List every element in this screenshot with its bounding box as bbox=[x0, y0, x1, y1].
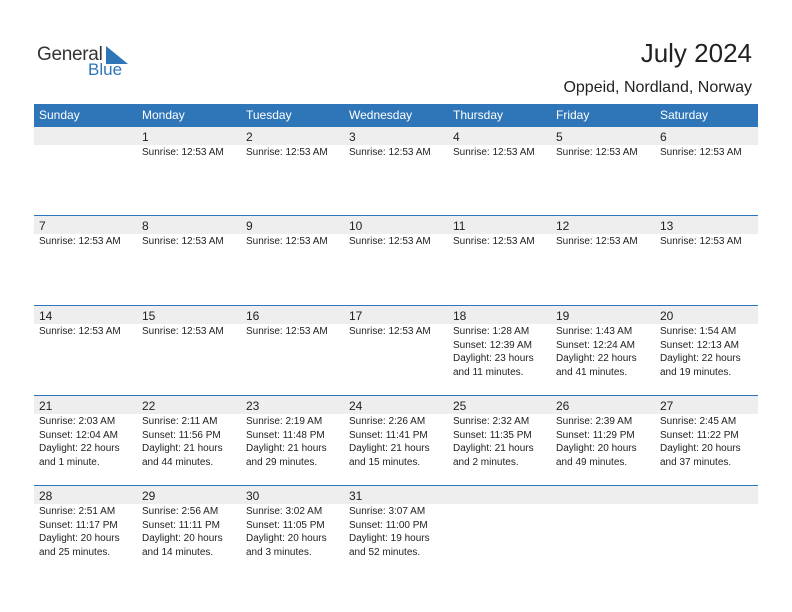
day-cell bbox=[551, 396, 654, 484]
day-detail-line: Sunset: 11:29 PM bbox=[556, 429, 635, 441]
day-number: 8 bbox=[142, 219, 149, 233]
day-number: 10 bbox=[349, 219, 363, 233]
day-detail-line: Daylight: 20 hours bbox=[556, 443, 637, 454]
day-cell bbox=[551, 216, 654, 304]
day-cell bbox=[448, 306, 551, 394]
day-detail-line: Daylight: 21 hours bbox=[246, 443, 327, 454]
day-number: 16 bbox=[246, 309, 260, 323]
day-number: 28 bbox=[39, 489, 53, 503]
day-detail-line: Sunset: 12:39 AM bbox=[453, 339, 532, 351]
day-cell bbox=[137, 216, 240, 304]
day-detail-line: Sunrise: 12:53 AM bbox=[246, 326, 328, 337]
day-cell bbox=[34, 306, 137, 394]
day-detail-line: Sunset: 11:17 PM bbox=[39, 519, 118, 531]
day-detail-line: Sunrise: 12:53 AM bbox=[39, 236, 121, 247]
weekday-header bbox=[34, 104, 758, 126]
day-number bbox=[660, 486, 758, 505]
day-detail-line: Sunset: 11:22 PM bbox=[660, 429, 739, 441]
day-number: 3 bbox=[349, 130, 356, 144]
day-detail-line: Sunrise: 3:07 AM bbox=[349, 506, 426, 517]
day-number: 19 bbox=[556, 309, 570, 323]
day-detail-line: Sunrise: 2:11 AM bbox=[142, 416, 218, 427]
day-detail-line: Sunrise: 2:32 AM bbox=[453, 416, 530, 427]
day-detail-line: and 19 minutes. bbox=[660, 366, 732, 378]
day-detail-line: Sunset: 11:00 PM bbox=[349, 519, 428, 531]
day-detail-line: Sunrise: 12:53 AM bbox=[556, 147, 638, 158]
day-detail-line: Daylight: 21 hours bbox=[349, 443, 430, 454]
day-detail-line: Sunrise: 12:53 AM bbox=[453, 236, 535, 247]
day-cell bbox=[34, 216, 137, 304]
day-number: 26 bbox=[556, 399, 570, 413]
day-detail-line: Sunset: 11:35 PM bbox=[453, 429, 532, 441]
day-cell bbox=[344, 216, 447, 304]
day-cell bbox=[551, 127, 654, 215]
day-number: 11 bbox=[453, 219, 466, 233]
day-detail-line: Sunrise: 12:53 AM bbox=[39, 326, 121, 337]
day-detail-line: Sunrise: 2:19 AM bbox=[246, 416, 323, 427]
day-cell bbox=[448, 216, 551, 304]
day-number: 4 bbox=[453, 130, 460, 144]
day-detail-line: Sunrise: 12:53 AM bbox=[246, 147, 328, 158]
day-detail-line: Sunrise: 12:53 AM bbox=[660, 236, 742, 247]
day-detail-line: Sunrise: 2:03 AM bbox=[39, 416, 116, 427]
day-detail-line: Daylight: 20 hours bbox=[142, 533, 223, 544]
day-detail-line: Daylight: 23 hours bbox=[453, 353, 534, 364]
week-row bbox=[34, 215, 758, 306]
day-detail-line: Daylight: 20 hours bbox=[660, 443, 741, 454]
empty-day-cell bbox=[655, 486, 758, 574]
day-detail-line: Sunrise: 12:53 AM bbox=[349, 326, 431, 337]
day-detail-line: and 11 minutes. bbox=[453, 366, 524, 378]
day-detail-line: Sunrise: 2:45 AM bbox=[660, 416, 737, 427]
day-number: 9 bbox=[246, 219, 253, 233]
day-cell bbox=[34, 396, 137, 484]
week-row bbox=[34, 305, 758, 396]
day-cell bbox=[137, 127, 240, 215]
day-detail-line: and 52 minutes. bbox=[349, 546, 421, 558]
day-detail-line: Sunrise: 2:39 AM bbox=[556, 416, 633, 427]
day-detail-line: Sunrise: 12:53 AM bbox=[142, 236, 224, 247]
day-number: 13 bbox=[660, 219, 674, 233]
weekday-monday: Monday bbox=[142, 108, 185, 122]
day-number: 15 bbox=[142, 309, 156, 323]
week-row bbox=[34, 126, 758, 217]
day-number: 30 bbox=[246, 489, 260, 503]
day-detail-line: Sunrise: 3:02 AM bbox=[246, 506, 323, 517]
day-detail-line: and 41 minutes. bbox=[556, 366, 628, 378]
day-cell bbox=[344, 486, 447, 574]
day-number: 18 bbox=[453, 309, 467, 323]
day-cell bbox=[344, 306, 447, 394]
day-detail-line: and 29 minutes. bbox=[246, 456, 318, 468]
day-detail-line: Sunset: 12:24 AM bbox=[556, 339, 635, 351]
day-cell bbox=[655, 127, 758, 215]
day-number: 29 bbox=[142, 489, 156, 503]
day-number: 7 bbox=[39, 219, 46, 233]
day-cell bbox=[344, 127, 447, 215]
day-cell bbox=[241, 306, 344, 394]
weekday-friday: Friday bbox=[556, 108, 590, 122]
day-number: 5 bbox=[556, 130, 563, 144]
day-number: 20 bbox=[660, 309, 674, 323]
logo-text-blue: Blue bbox=[88, 60, 123, 79]
day-cell bbox=[655, 306, 758, 394]
day-detail-line: Daylight: 22 hours bbox=[556, 353, 637, 364]
day-detail-line: Daylight: 21 hours bbox=[453, 443, 534, 454]
day-cell bbox=[241, 216, 344, 304]
day-number: 25 bbox=[453, 399, 467, 413]
day-detail-line: Sunrise: 2:26 AM bbox=[349, 416, 426, 427]
day-detail-line: Sunrise: 12:53 AM bbox=[142, 326, 224, 337]
day-number bbox=[556, 486, 654, 505]
day-detail-line: Sunset: 11:48 PM bbox=[246, 429, 325, 441]
empty-day-cell bbox=[551, 486, 654, 574]
day-cell bbox=[655, 216, 758, 304]
day-number: 1 bbox=[142, 130, 149, 144]
weekday-saturday: Saturday bbox=[660, 108, 709, 122]
day-cell bbox=[448, 127, 551, 215]
day-detail-line: Sunrise: 12:53 AM bbox=[142, 147, 224, 158]
day-number: 22 bbox=[142, 399, 156, 413]
day-detail-line: Daylight: 20 hours bbox=[246, 533, 327, 544]
day-detail-line: Sunset: 11:41 PM bbox=[349, 429, 428, 441]
day-number: 27 bbox=[660, 399, 674, 413]
day-number bbox=[39, 127, 137, 146]
day-detail-line: and 37 minutes. bbox=[660, 456, 732, 468]
day-detail-line: Sunrise: 1:43 AM bbox=[556, 326, 633, 337]
day-number: 31 bbox=[349, 489, 363, 503]
day-detail-line: and 49 minutes. bbox=[556, 456, 628, 468]
page-title: July 2024 bbox=[640, 38, 752, 68]
day-detail-line: Daylight: 20 hours bbox=[39, 533, 120, 544]
day-detail-line: and 25 minutes. bbox=[39, 546, 111, 558]
day-number bbox=[453, 486, 551, 505]
weekday-sunday: Sunday bbox=[39, 108, 80, 122]
day-cell bbox=[551, 306, 654, 394]
day-cell bbox=[241, 396, 344, 484]
weekday-thursday: Thursday bbox=[453, 108, 504, 122]
weekday-tuesday: Tuesday bbox=[246, 108, 292, 122]
day-detail-line: Sunrise: 12:53 AM bbox=[453, 147, 535, 158]
day-detail-line: Sunrise: 2:51 AM bbox=[39, 506, 116, 517]
day-detail-line: Sunset: 12:04 AM bbox=[39, 429, 118, 441]
day-detail-line: Sunset: 12:13 AM bbox=[660, 339, 739, 351]
location-subtitle: Oppeid, Nordland, Norway bbox=[563, 79, 752, 96]
empty-day-cell bbox=[34, 127, 137, 215]
day-detail-line: Daylight: 22 hours bbox=[660, 353, 741, 364]
day-cell bbox=[137, 396, 240, 484]
day-detail-line: and 2 minutes. bbox=[453, 456, 519, 468]
day-detail-line: Daylight: 21 hours bbox=[142, 443, 223, 454]
day-number: 2 bbox=[246, 130, 253, 144]
day-cell bbox=[241, 127, 344, 215]
day-detail-line: Sunrise: 2:56 AM bbox=[142, 506, 219, 517]
day-number: 21 bbox=[39, 399, 53, 413]
day-detail-line: Sunset: 11:11 PM bbox=[142, 519, 221, 531]
day-number: 6 bbox=[660, 130, 667, 144]
day-cell bbox=[655, 396, 758, 484]
day-detail-line: Sunrise: 12:53 AM bbox=[349, 236, 431, 247]
day-cell bbox=[34, 486, 137, 574]
empty-day-cell bbox=[448, 486, 551, 574]
day-number: 17 bbox=[349, 309, 363, 323]
day-detail-line: and 14 minutes. bbox=[142, 546, 214, 558]
day-detail-line: and 15 minutes. bbox=[349, 456, 421, 468]
day-detail-line: and 44 minutes. bbox=[142, 456, 214, 468]
week-row bbox=[34, 395, 758, 486]
day-cell bbox=[448, 396, 551, 484]
day-detail-line: Sunset: 11:56 PM bbox=[142, 429, 221, 441]
logo bbox=[37, 42, 147, 82]
day-number: 12 bbox=[556, 219, 570, 233]
week-row bbox=[34, 485, 758, 576]
day-detail-line: Sunrise: 12:53 AM bbox=[556, 236, 638, 247]
day-number: 24 bbox=[349, 399, 363, 413]
day-detail-line: and 3 minutes. bbox=[246, 546, 312, 558]
day-detail-line: Sunrise: 12:53 AM bbox=[349, 147, 431, 158]
day-cell bbox=[241, 486, 344, 574]
day-cell bbox=[344, 396, 447, 484]
day-number: 23 bbox=[246, 399, 260, 413]
day-detail-line: and 1 minute. bbox=[39, 456, 100, 468]
day-detail-line: Sunrise: 1:28 AM bbox=[453, 326, 530, 337]
day-number: 14 bbox=[39, 309, 53, 323]
logo-text-general: General bbox=[37, 44, 103, 65]
day-detail-line: Daylight: 22 hours bbox=[39, 443, 120, 454]
day-detail-line: Sunset: 11:05 PM bbox=[246, 519, 325, 531]
day-cell bbox=[137, 486, 240, 574]
day-detail-line: Sunrise: 1:54 AM bbox=[660, 326, 737, 337]
day-detail-line: Sunrise: 12:53 AM bbox=[660, 147, 742, 158]
day-detail-line: Daylight: 19 hours bbox=[349, 533, 430, 544]
weekday-wednesday: Wednesday bbox=[349, 108, 413, 122]
day-cell bbox=[137, 306, 240, 394]
day-detail-line: Sunrise: 12:53 AM bbox=[246, 236, 328, 247]
